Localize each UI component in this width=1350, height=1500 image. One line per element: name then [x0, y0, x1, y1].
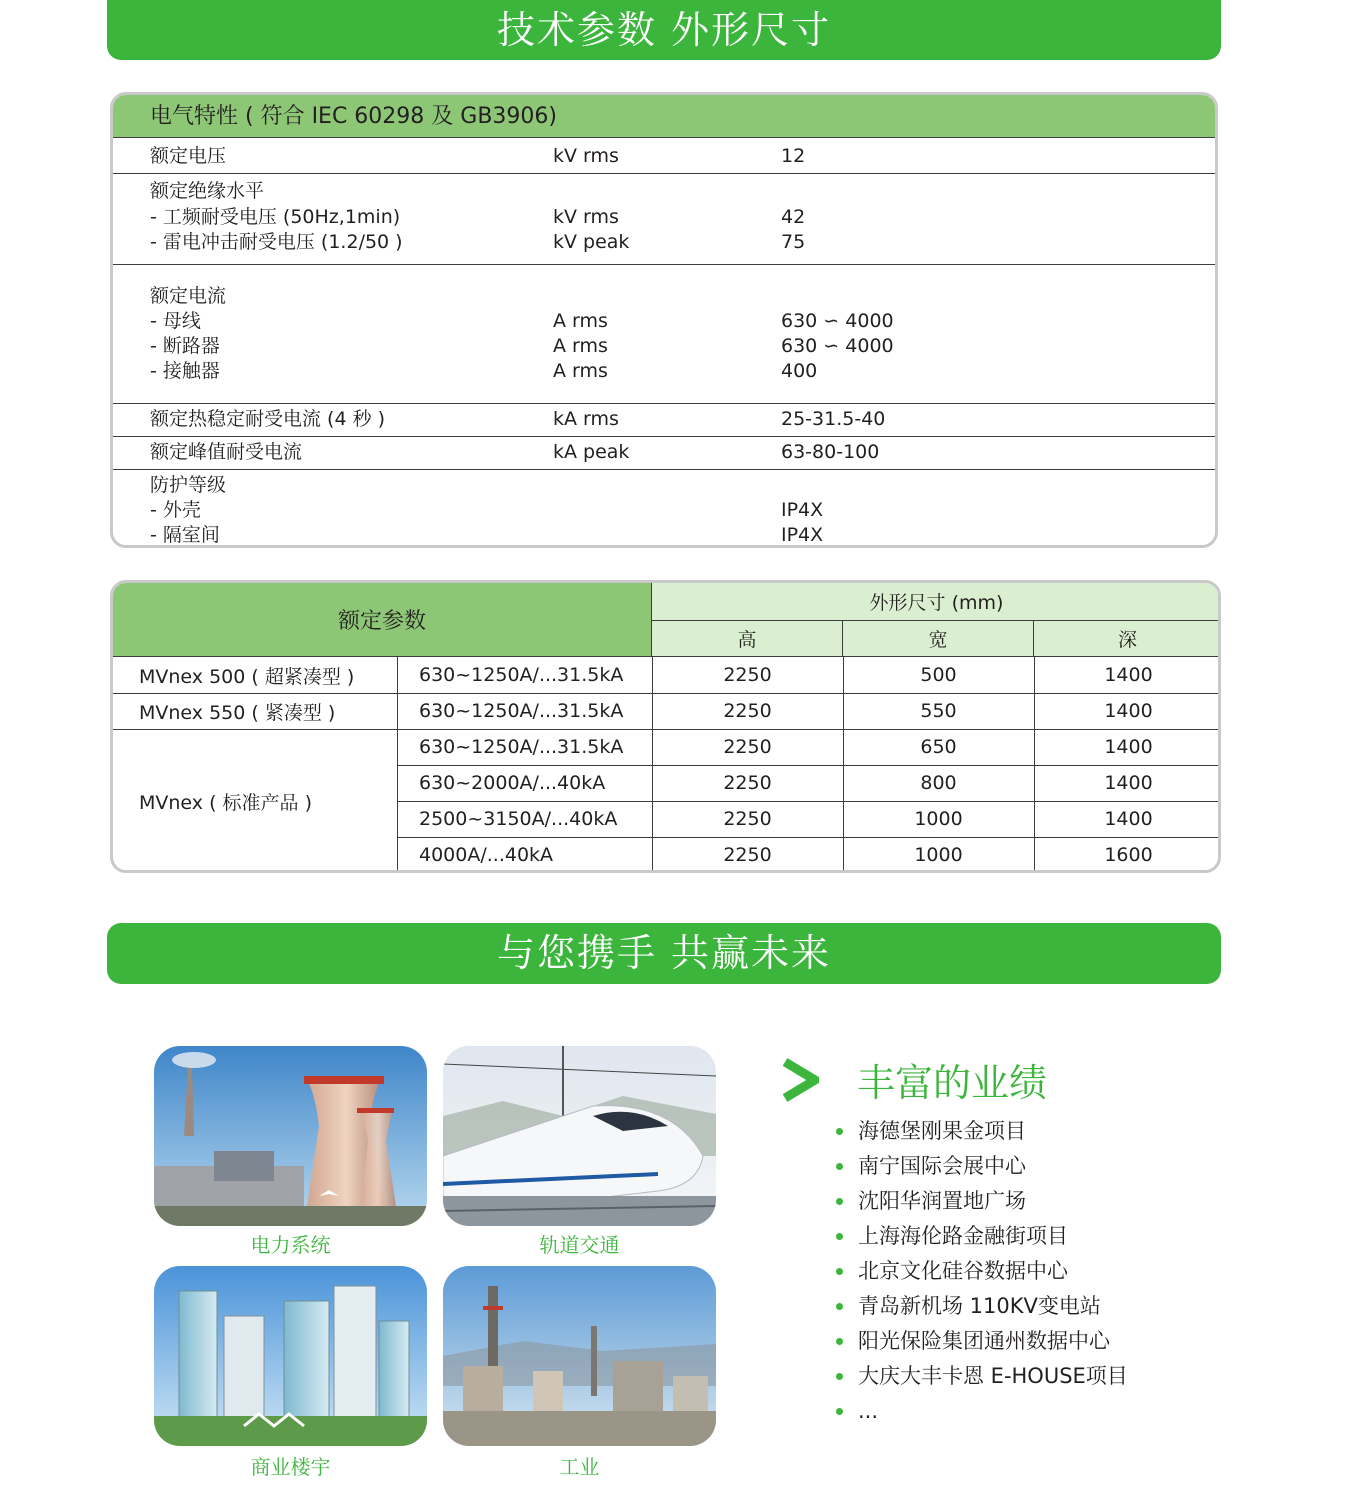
width-cell: 500	[920, 664, 957, 686]
list-item: 上海海伦路金融街项目	[834, 1222, 1128, 1257]
elec-unit: kV peak	[553, 231, 630, 253]
elec-unit: A rms	[553, 310, 608, 332]
elec-value: 400	[781, 360, 818, 382]
elec-unit: kA peak	[553, 441, 630, 463]
elec-label: - 母线	[150, 310, 201, 332]
elec-value: 630 ∽ 4000	[781, 335, 894, 357]
list-item: ...	[834, 1397, 1128, 1432]
depth-cell: 1400	[1104, 808, 1153, 830]
elec-label: 额定峰值耐受电流	[150, 441, 303, 463]
elec-label: 防护等级	[150, 474, 227, 496]
elec-label: - 接触器	[150, 360, 220, 382]
elec-unit: kA rms	[553, 408, 619, 430]
train-photo	[443, 1046, 716, 1226]
height-cell: 2250	[723, 772, 772, 794]
rating-cell: 630~2000A/...40kA	[419, 772, 606, 794]
elec-row-insulation-level	[113, 174, 1215, 265]
electrical-characteristics-table	[110, 92, 1218, 548]
elec-row-rated-voltage	[113, 139, 1215, 174]
model-cell: MVnex 550 ( 紧凑型 )	[139, 701, 336, 724]
elec-label: 额定电流	[150, 285, 227, 307]
height-cell: 2250	[723, 700, 772, 722]
section-banner-tech: 技术参数 外形尺寸	[107, 0, 1221, 60]
column-height: 高	[652, 621, 843, 657]
list-item: 阳光保险集团通州数据中心	[834, 1327, 1128, 1362]
elec-unit: A rms	[553, 360, 608, 382]
depth-cell: 1600	[1104, 844, 1153, 866]
depth-cell: 1400	[1104, 664, 1153, 686]
buildings-photo	[154, 1266, 427, 1446]
height-cell: 2250	[723, 664, 772, 686]
depth-cell: 1400	[1104, 772, 1153, 794]
elec-value: 12	[781, 145, 806, 167]
height-cell: 2250	[723, 736, 772, 758]
list-item: 大庆大丰卡恩 E-HOUSE项目	[834, 1362, 1128, 1397]
elec-label: 额定电压	[150, 145, 227, 167]
width-cell: 1000	[914, 808, 963, 830]
performance-title: 丰富的业绩	[857, 1061, 1048, 1105]
photo-caption: 商业楼宇	[250, 1455, 331, 1479]
rated-params-header: 额定参数	[113, 583, 652, 657]
dimensions-table	[110, 580, 1221, 873]
elec-value: 63-80-100	[781, 441, 880, 463]
rating-cell: 630~1250A/...31.5kA	[419, 664, 624, 686]
list-item: 沈阳华润置地广场	[834, 1187, 1128, 1222]
elec-label: - 雷电冲击耐受电压 (1.2/50 )	[150, 231, 403, 253]
rating-cell: 630~1250A/...31.5kA	[419, 736, 624, 758]
photo-caption: 工业	[559, 1455, 600, 1479]
performance-list	[834, 1117, 1128, 1432]
width-cell: 800	[920, 772, 957, 794]
rating-cell: 630~1250A/...31.5kA	[419, 700, 624, 722]
rating-cell: 2500~3150A/...40kA	[419, 808, 618, 830]
width-cell: 550	[920, 700, 957, 722]
height-cell: 2250	[723, 808, 772, 830]
elec-label: - 断路器	[150, 335, 220, 357]
electrical-table-title: 电气特性 ( 符合 IEC 60298 及 GB3906)	[113, 95, 1215, 138]
photo-caption: 电力系统	[250, 1233, 331, 1257]
list-item: 北京文化硅谷数据中心	[834, 1257, 1128, 1292]
elec-label: - 工频耐受电压 (50Hz,1min)	[150, 206, 401, 228]
elec-label: 额定热稳定耐受电流 (4 秒 )	[150, 408, 386, 430]
model-cell-standard: MVnex ( 标准产品 )	[139, 791, 312, 814]
list-item: 青岛新机场 110KV变电站	[834, 1292, 1128, 1327]
depth-cell: 1400	[1104, 700, 1153, 722]
elec-row-peak-current	[113, 437, 1215, 470]
list-item: 南宁国际会展中心	[834, 1152, 1128, 1187]
power-plant-photo	[154, 1046, 427, 1226]
elec-unit: kV rms	[553, 145, 619, 167]
elec-value: 42	[781, 206, 806, 228]
elec-value: IP4X	[781, 524, 824, 546]
height-cell: 2250	[723, 844, 772, 866]
depth-cell: 1400	[1104, 736, 1153, 758]
elec-unit: A rms	[553, 335, 608, 357]
list-item: 海德堡刚果金项目	[834, 1117, 1128, 1152]
section-banner-partner: 与您携手 共赢未来	[107, 923, 1221, 984]
column-width: 宽	[843, 621, 1034, 657]
elec-value: IP4X	[781, 499, 824, 521]
elec-row-thermal-current	[113, 404, 1215, 437]
rating-cell: 4000A/...40kA	[419, 844, 554, 866]
industry-photo	[443, 1266, 716, 1446]
elec-label: 额定绝缘水平	[150, 180, 265, 202]
elec-row-rated-current	[113, 265, 1215, 404]
elec-row-protection	[113, 470, 1215, 548]
elec-label: - 外壳	[150, 499, 201, 521]
column-depth: 深	[1034, 621, 1221, 657]
photo-caption: 轨道交通	[539, 1233, 620, 1257]
elec-label: - 隔室间	[150, 524, 220, 546]
width-cell: 1000	[914, 844, 963, 866]
elec-value: 75	[781, 231, 806, 253]
elec-unit: kV rms	[553, 206, 619, 228]
elec-value: 630 ∽ 4000	[781, 310, 894, 332]
width-cell: 650	[920, 736, 957, 758]
chevron-right-icon	[783, 1058, 819, 1102]
size-header: 外形尺寸 (mm)	[652, 583, 1221, 621]
model-cell: MVnex 500 ( 超紧凑型 )	[139, 665, 355, 688]
elec-value: 25-31.5-40	[781, 408, 886, 430]
